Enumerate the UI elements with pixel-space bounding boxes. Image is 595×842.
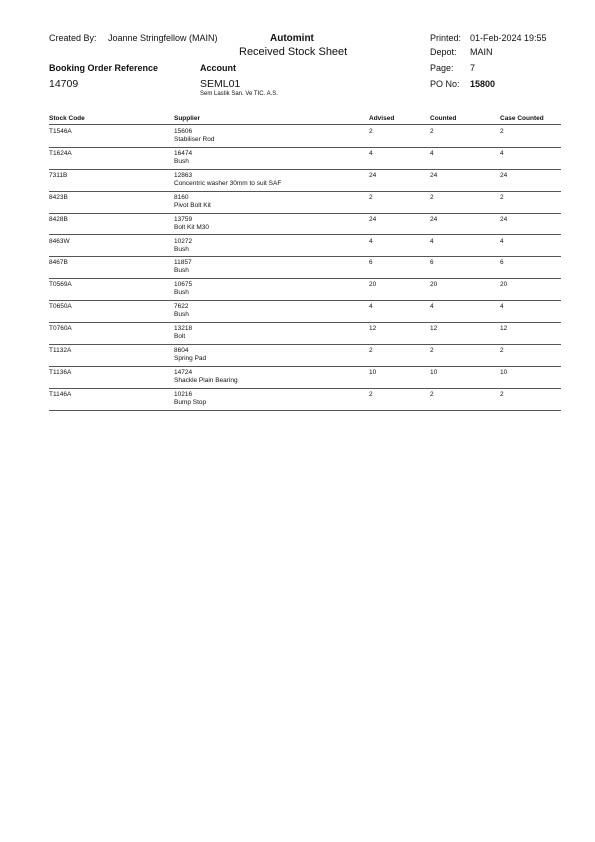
case-counted-cell: 4: [500, 149, 504, 157]
stock-code-cell: T1546A: [49, 128, 72, 135]
case-counted-cell: 2: [500, 390, 504, 398]
stock-code-cell: T0650A: [49, 303, 72, 311]
description-cell: Stabiliser Rod: [174, 136, 215, 143]
booking-ref-label: Booking Order Reference: [49, 63, 159, 73]
description-cell: Shackle Plain Bearing: [174, 376, 238, 384]
supplier-code-cell: 10675: [174, 281, 193, 289]
advised-cell: 20: [369, 281, 377, 289]
advised-cell: 2: [369, 193, 373, 201]
supplier-code-cell: 10272: [174, 237, 193, 245]
advised-cell: 4: [369, 149, 373, 157]
depot-label: Depot:: [430, 47, 457, 57]
description-cell: Bush: [174, 245, 189, 253]
counted-cell: 2: [430, 390, 434, 398]
supplier-code-cell: 13759: [174, 215, 193, 223]
page-label: Page:: [430, 63, 454, 73]
advised-cell: 24: [369, 215, 377, 223]
printed-label: Printed:: [430, 33, 462, 43]
column-header-supplier: Supplier: [174, 115, 201, 122]
advised-cell: 4: [369, 237, 373, 245]
stock-code-cell: T1624A: [49, 149, 72, 157]
report-title: Received Stock Sheet: [239, 46, 348, 58]
supplier-code-cell: 16474: [174, 149, 193, 157]
table-row: [0, 236, 595, 258]
supplier-code-cell: 12863: [174, 171, 193, 179]
page-value: 7: [470, 63, 476, 73]
table-row: [0, 214, 595, 236]
case-counted-cell: 2: [500, 128, 504, 135]
table-row: [0, 389, 595, 411]
stock-code-cell: 8423B: [49, 193, 68, 201]
company-name: Automint: [270, 33, 314, 44]
advised-cell: 4: [369, 303, 373, 311]
supplier-code-cell: 14724: [174, 368, 193, 376]
supplier-code-cell: 13218: [174, 325, 193, 333]
table-row: [0, 148, 595, 170]
table-row: [0, 279, 595, 301]
row-divider: [49, 410, 561, 411]
counted-cell: 10: [430, 368, 438, 376]
table-row: [0, 323, 595, 345]
advised-cell: 2: [369, 390, 373, 398]
supplier-code-cell: 11857: [174, 259, 192, 267]
counted-cell: 6: [430, 259, 434, 267]
description-cell: Bolt: [174, 333, 186, 341]
description-cell: Bush: [174, 289, 189, 297]
stock-code-cell: 8463W: [49, 237, 70, 245]
po-value: 15800: [470, 79, 496, 89]
created-by-value: Joanne Stringfellow (MAIN): [108, 33, 218, 43]
column-header-stock-code: Stock Code: [49, 115, 85, 122]
counted-cell: 4: [430, 149, 434, 157]
counted-cell: 12: [430, 325, 438, 333]
case-counted-cell: 12: [500, 325, 508, 333]
table-row: [0, 192, 595, 214]
supplier-code-cell: 15606: [174, 128, 193, 135]
stock-code-cell: T1132A: [49, 347, 72, 354]
stock-code-cell: T1146A: [49, 390, 72, 398]
description-cell: Bush: [174, 311, 189, 319]
counted-cell: 4: [430, 237, 434, 245]
case-counted-cell: 6: [500, 259, 504, 267]
description-cell: Bush: [174, 157, 189, 165]
supplier-code-cell: 7622: [174, 303, 189, 311]
advised-cell: 12: [369, 325, 377, 333]
created-by-label: Created By:: [49, 33, 97, 43]
stock-code-cell: T0569A: [49, 281, 72, 289]
depot-value: MAIN: [470, 47, 493, 57]
table-row: [0, 257, 595, 279]
table-row: [0, 170, 595, 192]
stock-code-cell: 8428B: [49, 215, 68, 223]
supplier-code-cell: 8604: [174, 347, 189, 354]
account-label: Account: [200, 63, 236, 73]
description-cell: Bolt Kit M30: [174, 223, 210, 231]
stock-code-cell: T0760A: [49, 325, 72, 333]
stock-code-cell: 8467B: [49, 259, 68, 267]
case-counted-cell: 10: [500, 368, 508, 376]
case-counted-cell: 24: [500, 215, 508, 223]
description-cell: Bush: [174, 267, 189, 275]
counted-cell: 4: [430, 303, 434, 311]
counted-cell: 24: [430, 171, 438, 179]
stock-code-cell: 7311B: [49, 171, 68, 179]
counted-cell: 20: [430, 281, 438, 289]
counted-cell: 24: [430, 215, 438, 223]
case-counted-cell: 4: [500, 237, 504, 245]
booking-ref-value: 14709: [49, 78, 79, 90]
case-counted-cell: 20: [500, 281, 508, 289]
column-header-advised: Advised: [369, 115, 395, 122]
counted-cell: 2: [430, 347, 434, 354]
case-counted-cell: 4: [500, 303, 504, 311]
advised-cell: 2: [369, 347, 373, 354]
table-row: [0, 345, 595, 367]
table-row: [0, 367, 595, 389]
case-counted-cell: 24: [500, 171, 508, 179]
table-row: [0, 126, 595, 148]
po-label: PO No:: [430, 79, 460, 89]
description-cell: Pivot Bolt Kit: [174, 201, 211, 209]
stock-code-cell: T1136A: [49, 368, 72, 376]
account-name: Sem Lastik San. Ve TIC. A.S.: [200, 91, 278, 97]
case-counted-cell: 2: [500, 193, 504, 201]
printed-value: 01-Feb-2024 19:55: [470, 33, 547, 43]
account-value: SEML01: [200, 78, 241, 90]
description-cell: Concentric washer 30mm to suit SAF: [174, 179, 282, 187]
column-header-counted: Counted: [430, 115, 457, 122]
description-cell: Spring Pad: [174, 355, 207, 362]
advised-cell: 6: [369, 259, 373, 267]
advised-cell: 24: [369, 171, 377, 179]
advised-cell: 10: [369, 368, 377, 376]
table-row: [0, 301, 595, 323]
column-header-case-counted: Case Counted: [500, 115, 544, 122]
description-cell: Bump Stop: [174, 398, 207, 406]
advised-cell: 2: [369, 128, 373, 135]
counted-cell: 2: [430, 193, 434, 201]
header-divider: [49, 124, 561, 125]
counted-cell: 2: [430, 128, 434, 135]
supplier-code-cell: 8160: [174, 193, 189, 201]
case-counted-cell: 2: [500, 347, 504, 354]
supplier-code-cell: 10216: [174, 390, 193, 398]
